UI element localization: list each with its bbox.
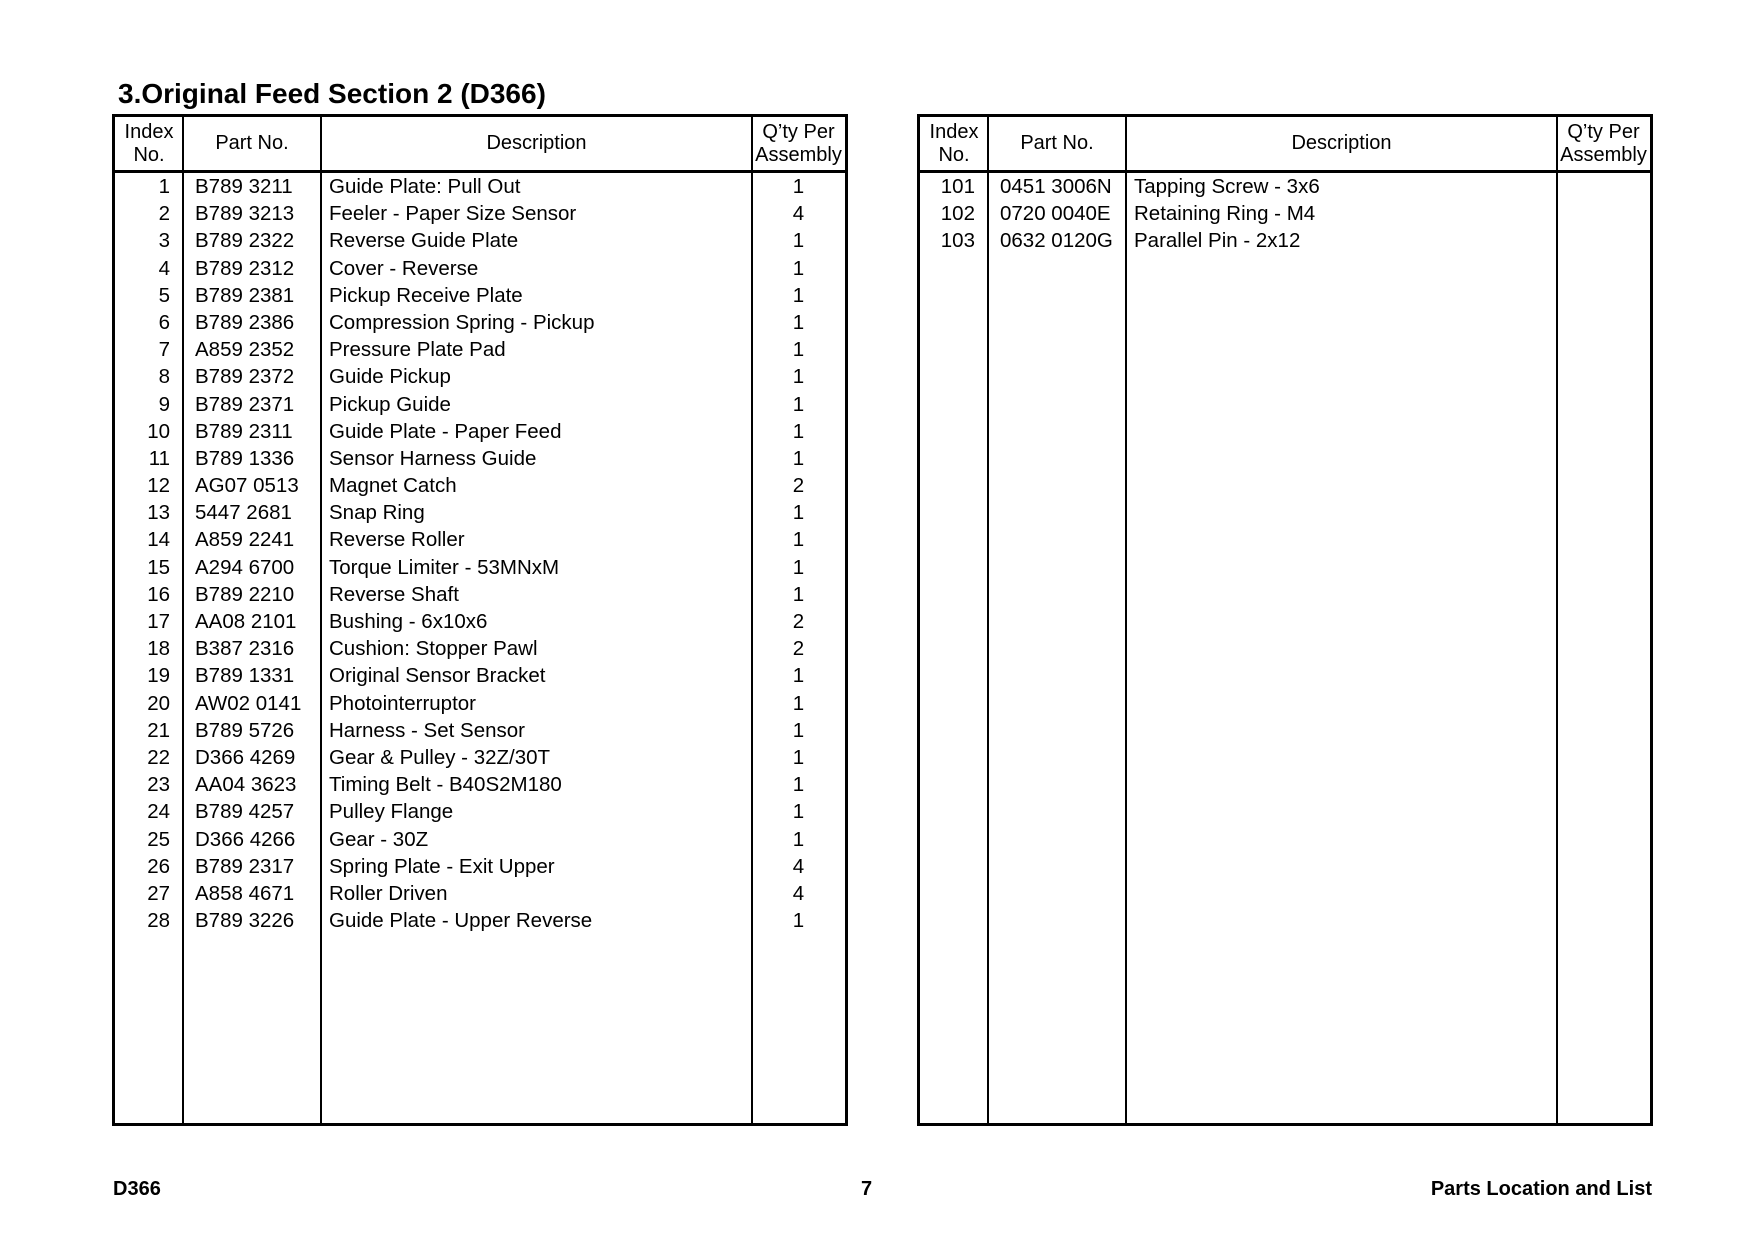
- cell-part-no: B789 1331: [195, 664, 295, 688]
- cell-part-no: AW02 0141: [195, 691, 302, 715]
- table-row: [115, 391, 845, 418]
- header-qty: Q’ty Per Assembly: [1560, 120, 1647, 166]
- cell-index: 11: [148, 446, 170, 470]
- cell-description: Tapping Screw - 3x6: [1134, 175, 1320, 198]
- cell-index: 12: [147, 474, 170, 498]
- cell-qty: 1: [792, 664, 805, 688]
- cell-description: Guide Pickup: [329, 365, 451, 389]
- table-row: [115, 336, 845, 363]
- cell-qty: 1: [792, 283, 805, 307]
- table-row: [115, 581, 845, 608]
- header-index: Index No.: [124, 120, 174, 166]
- cell-description: Harness - Set Sensor: [329, 718, 525, 742]
- cell-description: Pulley Flange: [329, 800, 454, 824]
- cell-index: 14: [147, 528, 170, 552]
- cell-index: 18: [147, 637, 170, 661]
- cell-index: 28: [147, 909, 170, 933]
- cell-description: Guide Plate - Upper Reverse: [329, 909, 593, 933]
- table-row: [920, 173, 1650, 200]
- cell-index: 24: [147, 800, 170, 824]
- cell-qty: 1: [792, 745, 805, 769]
- cell-description: Snap Ring: [329, 501, 425, 525]
- cell-qty: 2: [792, 637, 805, 661]
- cell-part-no: B387 2316: [195, 637, 295, 661]
- cell-qty: 1: [792, 827, 805, 851]
- cell-index: 25: [147, 827, 170, 851]
- table-row: [920, 200, 1650, 227]
- cell-index: 21: [147, 718, 170, 742]
- table-row: [115, 173, 845, 200]
- cell-index: 103: [940, 229, 975, 253]
- cell-part-no: B789 4257: [195, 800, 295, 824]
- cell-index: 10: [147, 419, 170, 443]
- table-row: [115, 608, 845, 635]
- cell-part-no: 0451 3006N: [1000, 175, 1112, 198]
- cell-qty: 4: [792, 202, 805, 226]
- table-row: [115, 445, 845, 472]
- cell-index: 4: [158, 256, 170, 280]
- table-row: [115, 826, 845, 853]
- cell-part-no: B789 2312: [195, 256, 295, 280]
- cell-index: 102: [940, 202, 975, 226]
- cell-qty: 1: [792, 338, 805, 362]
- cell-qty: 1: [792, 310, 805, 334]
- table-row: [115, 526, 845, 553]
- cell-part-no: A859 2241: [195, 528, 295, 552]
- cell-part-no: A294 6700: [195, 555, 295, 579]
- cell-index: 16: [147, 582, 170, 606]
- footer-section-title: Parts Location and List: [1430, 1178, 1652, 1200]
- cell-description: Roller Driven: [329, 881, 448, 905]
- header-part-no: Part No.: [215, 132, 289, 154]
- cell-qty: 1: [792, 909, 805, 933]
- cell-qty: 1: [792, 175, 805, 198]
- cell-index: 7: [158, 338, 170, 362]
- cell-description: Compression Spring - Pickup: [329, 310, 595, 334]
- cell-index: 23: [147, 773, 170, 797]
- cell-index: 3: [158, 229, 170, 253]
- footer-page-number: 7: [861, 1178, 873, 1200]
- cell-description: Cushion: Stopper Pawl: [329, 637, 538, 661]
- table-row: [115, 880, 845, 907]
- cell-description: Torque Limiter - 53MNxM: [329, 555, 560, 579]
- cell-index: 1: [158, 175, 170, 198]
- table-row: [115, 472, 845, 499]
- cell-description: Feeler - Paper Size Sensor: [329, 202, 577, 226]
- cell-description: Spring Plate - Exit Upper: [329, 854, 555, 878]
- cell-qty: 1: [792, 800, 805, 824]
- page-title: 3.Original Feed Section 2 (D366): [118, 78, 546, 109]
- table-row: [115, 907, 845, 934]
- cell-qty: 1: [792, 501, 805, 525]
- cell-qty: 1: [792, 256, 805, 280]
- cell-qty: 1: [792, 229, 805, 253]
- cell-description: Reverse Guide Plate: [329, 229, 519, 253]
- table-row: [115, 554, 845, 581]
- table-row: [115, 744, 845, 771]
- cell-description: Reverse Roller: [329, 528, 465, 552]
- cell-index: 19: [147, 664, 170, 688]
- cell-index: 9: [158, 392, 170, 416]
- column-divider: [1556, 117, 1558, 1123]
- cell-part-no: 5447 2681: [195, 501, 292, 525]
- cell-part-no: B789 2210: [195, 582, 295, 606]
- cell-part-no: B789 2371: [195, 392, 295, 416]
- cell-qty: 1: [792, 365, 805, 389]
- cell-index: 6: [158, 310, 170, 334]
- cell-description: Photointerruptor: [329, 691, 477, 715]
- cell-description: Gear & Pulley - 32Z/30T: [329, 745, 551, 769]
- cell-description: Reverse Shaft: [329, 582, 459, 606]
- cell-index: 2: [158, 202, 170, 226]
- cell-index: 17: [147, 610, 170, 633]
- cell-part-no: B789 2386: [195, 310, 295, 334]
- cell-part-no: D366 4269: [195, 745, 296, 769]
- cell-index: 8: [158, 365, 170, 389]
- table-row: [115, 499, 845, 526]
- cell-description: Gear - 30Z: [329, 827, 429, 851]
- cell-description: Bushing - 6x10x6: [329, 610, 488, 633]
- table-row: [115, 717, 845, 744]
- table-row: [115, 418, 845, 445]
- cell-index: 101: [940, 175, 975, 198]
- cell-description: Timing Belt - B40S2M180: [329, 773, 562, 797]
- cell-part-no: A859 2352: [195, 338, 295, 362]
- header-description: Description: [1291, 132, 1392, 154]
- header-qty: Q’ty Per Assembly: [755, 120, 842, 166]
- cell-description: Magnet Catch: [329, 474, 457, 498]
- cell-description: Sensor Harness Guide: [329, 446, 537, 470]
- cell-part-no: 0720 0040E: [1000, 202, 1111, 226]
- footer-model: D366: [113, 1178, 161, 1200]
- table-row: [115, 690, 845, 717]
- cell-qty: 1: [792, 528, 805, 552]
- cell-qty: 4: [792, 854, 805, 878]
- cell-part-no: B789 3211: [195, 175, 293, 198]
- table-row: [115, 200, 845, 227]
- parts-rows-right: [920, 173, 1650, 255]
- table-row: [115, 798, 845, 825]
- parts-table-right: [917, 114, 1653, 1126]
- cell-index: 26: [147, 854, 170, 878]
- header-description: Description: [486, 132, 587, 154]
- table-row: [115, 227, 845, 254]
- cell-part-no: AA08 2101: [195, 610, 297, 633]
- cell-index: 27: [147, 881, 170, 905]
- table-row: [115, 255, 845, 282]
- table-row: [115, 363, 845, 390]
- cell-part-no: B789 2317: [195, 854, 295, 878]
- cell-description: Guide Plate: Pull Out: [329, 175, 521, 198]
- cell-index: 5: [158, 283, 170, 307]
- column-divider: [1125, 117, 1127, 1123]
- header-part-no: Part No.: [1020, 132, 1094, 154]
- cell-part-no: AA04 3623: [195, 773, 297, 797]
- cell-index: 13: [147, 501, 170, 525]
- header-index: Index No.: [929, 120, 979, 166]
- cell-part-no: B789 2372: [195, 365, 295, 389]
- cell-part-no: B789 2381: [195, 283, 295, 307]
- cell-qty: 1: [792, 392, 805, 416]
- cell-part-no: B789 2322: [195, 229, 295, 253]
- parts-rows-left: [115, 173, 845, 934]
- cell-description: Pressure Plate Pad: [329, 338, 506, 362]
- cell-description: Original Sensor Bracket: [329, 664, 546, 688]
- cell-description: Pickup Guide: [329, 392, 451, 416]
- table-row: [115, 662, 845, 689]
- cell-part-no: B789 2311: [195, 419, 293, 443]
- cell-description: Parallel Pin - 2x12: [1134, 229, 1301, 253]
- cell-qty: 1: [792, 718, 805, 742]
- cell-qty: 1: [792, 582, 805, 606]
- cell-qty: 1: [792, 446, 805, 470]
- cell-part-no: 0632 0120G: [1000, 229, 1113, 253]
- cell-part-no: AG07 0513: [195, 474, 299, 498]
- cell-part-no: B789 1336: [195, 446, 295, 470]
- table-row: [115, 309, 845, 336]
- cell-qty: 2: [792, 610, 805, 633]
- cell-index: 15: [147, 555, 170, 579]
- table-row: [115, 771, 845, 798]
- cell-part-no: D366 4266: [195, 827, 296, 851]
- cell-index: 20: [147, 691, 170, 715]
- cell-part-no: B789 3213: [195, 202, 295, 226]
- cell-qty: 2: [792, 474, 805, 498]
- cell-index: 22: [147, 745, 170, 769]
- cell-description: Pickup Receive Plate: [329, 283, 523, 307]
- cell-qty: 1: [792, 419, 805, 443]
- table-row: [920, 227, 1650, 254]
- cell-part-no: B789 3226: [195, 909, 295, 933]
- cell-description: Guide Plate - Paper Feed: [329, 419, 562, 443]
- cell-qty: 1: [792, 773, 805, 797]
- cell-description: Cover - Reverse: [329, 256, 479, 280]
- cell-part-no: A858 4671: [195, 881, 295, 905]
- cell-qty: 4: [792, 881, 805, 905]
- table-row: [115, 635, 845, 662]
- cell-part-no: B789 5726: [195, 718, 295, 742]
- table-row: [115, 282, 845, 309]
- cell-description: Retaining Ring - M4: [1134, 202, 1316, 226]
- cell-qty: 1: [792, 691, 805, 715]
- column-divider: [987, 117, 989, 1123]
- table-row: [115, 853, 845, 880]
- cell-qty: 1: [792, 555, 805, 579]
- parts-table-left: [112, 114, 848, 1126]
